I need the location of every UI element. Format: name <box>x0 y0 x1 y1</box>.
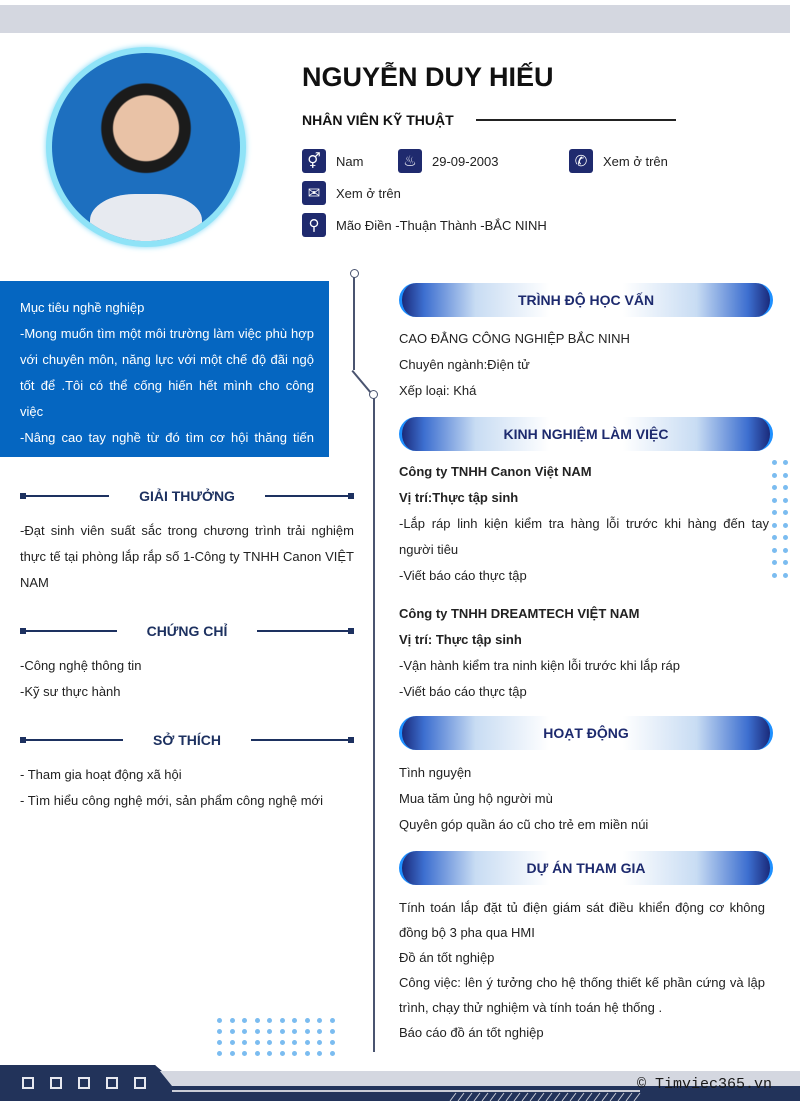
dot <box>230 1018 235 1023</box>
dot <box>242 1040 247 1045</box>
dot <box>783 510 788 515</box>
dot <box>280 1051 285 1056</box>
dot <box>267 1018 272 1023</box>
dot <box>772 510 777 515</box>
timeline-line <box>373 398 375 1052</box>
dot <box>317 1018 322 1023</box>
phone-value: Xem ở trên <box>603 153 668 169</box>
dot <box>242 1051 247 1056</box>
company-name: Công ty TNHH DREAMTECH VIỆT NAM <box>399 606 640 621</box>
candidate-name: NGUYỄN DUY HIẾU <box>302 62 554 92</box>
activities-list <box>399 760 765 838</box>
dot <box>783 485 788 490</box>
company-name: Công ty TNHH Canon Việt NAM <box>399 464 592 479</box>
awards-list <box>20 518 354 596</box>
gender-row <box>302 149 363 173</box>
dot <box>783 523 788 528</box>
certificate-item: -Kỹ sư thực hành <box>20 684 121 699</box>
phone-row <box>569 149 668 173</box>
task: -Vận hành kiểm tra ninh kiện lỗi trước khi lắp ráp <box>399 658 680 673</box>
dot <box>280 1029 285 1034</box>
gender-icon: ⚥ <box>302 149 326 173</box>
dot <box>255 1040 260 1045</box>
position: Vị trí:Thực tập sinh <box>399 490 519 505</box>
dot <box>772 485 777 490</box>
dot <box>280 1018 285 1023</box>
project-item: Báo cáo đồ án tốt nghiệp <box>399 1025 544 1040</box>
dot <box>772 498 777 503</box>
experience-header: KINH NGHIỆM LÀM VIỆC <box>399 417 773 451</box>
job-title: NHÂN VIÊN KỸ THUẬT <box>302 112 454 128</box>
address-row <box>302 213 547 237</box>
timeline-node <box>350 269 359 278</box>
projects-header: DỰ ÁN THAM GIA <box>399 851 773 885</box>
email-icon: ✉ <box>302 181 326 205</box>
dot <box>292 1018 297 1023</box>
dot <box>217 1051 222 1056</box>
dot <box>230 1051 235 1056</box>
objective-title: Mục tiêu nghề nghiệp <box>20 300 145 315</box>
dot <box>255 1029 260 1034</box>
email-value: Xem ở trên <box>336 185 401 201</box>
hobby-item: - Tìm hiểu công nghệ mới, sản phẩm công nghệ mới <box>20 793 323 808</box>
dot <box>255 1051 260 1056</box>
dot <box>330 1040 335 1045</box>
certificates-title: CHỨNG CHỈ <box>146 623 228 639</box>
dot <box>783 473 788 478</box>
hobby-item: - Tham gia hoạt động xã hội <box>20 767 182 782</box>
dot <box>772 560 777 565</box>
dot <box>292 1029 297 1034</box>
footer-squares <box>22 1077 146 1089</box>
decorative-dots <box>217 1018 335 1056</box>
certificate-item: -Công nghệ thông tin <box>20 658 142 673</box>
dot <box>267 1029 272 1034</box>
hobbies-title: SỞ THÍCH <box>153 732 221 748</box>
dot <box>783 535 788 540</box>
dot <box>230 1040 235 1045</box>
dot <box>783 460 788 465</box>
hobbies-header <box>20 730 354 750</box>
dot <box>783 560 788 565</box>
timeline-line <box>352 370 372 394</box>
education-item: Xếp loại: Khá <box>399 383 477 398</box>
career-objective <box>0 281 329 471</box>
divider <box>476 119 676 121</box>
dot <box>267 1040 272 1045</box>
education-item: CAO ĐẲNG CÔNG NGHIỆP BẮC NINH <box>399 331 630 346</box>
dot <box>242 1029 247 1034</box>
dot <box>772 535 777 540</box>
copyright: © Timviec365.vn <box>636 1076 772 1093</box>
awards-header <box>20 486 354 506</box>
dot <box>305 1051 310 1056</box>
dot <box>772 523 777 528</box>
location-pin-icon: ⚲ <box>302 213 326 237</box>
dot <box>217 1040 222 1045</box>
dot <box>280 1040 285 1045</box>
dot <box>330 1029 335 1034</box>
activity-item: Quyên góp quần áo cũ cho trẻ em miền núi <box>399 817 649 832</box>
profile-photo <box>46 47 246 247</box>
activity-item: Mua tăm ủng hộ người mù <box>399 791 553 806</box>
certificates-header <box>20 621 354 641</box>
dot <box>783 548 788 553</box>
dot <box>242 1018 247 1023</box>
phone-icon: ✆ <box>569 149 593 173</box>
objective-text: -Nâng cao tay nghề từ đó tìm cơ hội thăng tiến trong công việc <box>20 430 314 471</box>
experience-list <box>399 459 769 705</box>
dot <box>783 573 788 578</box>
timeline-node <box>369 390 378 399</box>
projects-list <box>399 895 765 1045</box>
dot <box>292 1051 297 1056</box>
dot <box>305 1040 310 1045</box>
dot <box>330 1051 335 1056</box>
gender-value: Nam <box>336 153 364 169</box>
dot <box>330 1018 335 1023</box>
timeline-line <box>353 276 355 370</box>
dot <box>772 460 777 465</box>
top-band <box>0 5 790 33</box>
dot <box>217 1029 222 1034</box>
activities-header: HOẠT ĐỘNG <box>399 716 773 750</box>
dot <box>255 1018 260 1023</box>
dot <box>230 1029 235 1034</box>
dot <box>317 1051 322 1056</box>
task: -Viết báo cáo thực tập <box>399 684 527 699</box>
position: Vị trí: Thực tập sinh <box>399 632 522 647</box>
dot <box>317 1040 322 1045</box>
education-list <box>399 326 765 404</box>
awards-title: GIẢI THƯỞNG <box>139 488 235 504</box>
dot <box>783 498 788 503</box>
task: -Lắp ráp linh kiện kiểm tra hàng lỗi trước khi hàng đến tay người tiêu <box>399 516 769 557</box>
dot <box>772 473 777 478</box>
dot <box>267 1051 272 1056</box>
activity-item: Tình nguyện <box>399 765 472 780</box>
address-value: Mão Điền -Thuận Thành -BẮC NINH <box>336 217 547 233</box>
dot <box>217 1018 222 1023</box>
birthday-value: 29-09-2003 <box>432 153 499 169</box>
decorative-dots <box>772 460 788 578</box>
dot <box>305 1029 310 1034</box>
birthday-row <box>398 149 499 173</box>
project-item: Công việc: lên ý tưởng cho hệ thống thiết kế phần cứng và lập trình, chạy thử nghiệm và tính toán hệ thống . <box>399 975 765 1015</box>
project-item: Tính toán lắp đặt tủ điện giám sát điều khiển động cơ không đồng bộ 3 pha qua HMI <box>399 900 765 940</box>
dot <box>772 548 777 553</box>
dot <box>317 1029 322 1034</box>
award-item: -Đạt sinh viên suất sắc trong chương trình trải nghiệm thực tế tại phòng lắp rắp số 1-Công ty TNHH Canon VIỆT NAM <box>20 523 354 590</box>
task: -Viết báo cáo thực tập <box>399 568 527 583</box>
education-item: Chuyên ngành:Điện tử <box>399 357 530 372</box>
dot <box>772 573 777 578</box>
email-row <box>302 181 401 205</box>
dot <box>305 1018 310 1023</box>
birthday-cake-icon: ♨ <box>398 149 422 173</box>
project-item: Đồ án tốt nghiệp <box>399 950 495 965</box>
education-header: TRÌNH ĐỘ HỌC VẤN <box>399 283 773 317</box>
certificates-list <box>20 653 354 705</box>
dot <box>292 1040 297 1045</box>
objective-text: -Mong muốn tìm một môi trường làm việc phù hợp với chuyên môn, năng lực với một chế độ đãi ngộ tốt để .Tôi có thể cống hiến hết mình cho công việc <box>20 326 314 419</box>
hobbies-list <box>20 762 354 814</box>
